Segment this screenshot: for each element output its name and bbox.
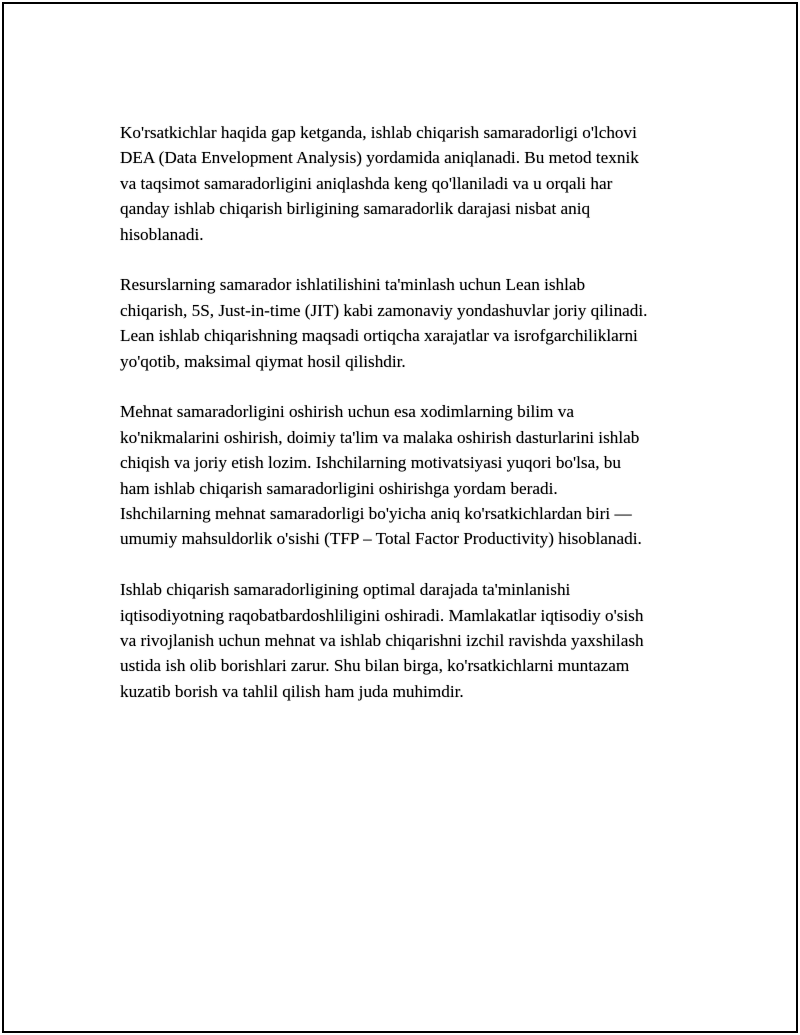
text-line: umumiy mahsuldorlik o'sishi (TFP – Total Factor Productivity) hisoblanadi. [120,529,642,549]
paragraph-2 [120,272,695,374]
text-line: DEA (Data Envelopment Analysis) yordamida aniqlanadi. Bu metod texnik [120,148,639,168]
text-line: Ishlab chiqarish samaradorligining optimal darajada ta'minlanishi [120,580,571,600]
text-line: ham ishlab chiqarish samaradorligini oshirishga yordam beradi. [120,478,558,498]
text-line: iqtisodiyotning raqobatbardoshliligini oshiradi. Mamlakatlar iqtisodiy o'sish [120,605,644,625]
text-line: va taqsimot samaradorligini aniqlashda keng qo'llaniladi va u orqali har [120,173,613,193]
text-line: hisoblanadi. [120,224,204,244]
text-line: qanday ishlab chiqarish birligining samaradorlik darajasi nisbat aniq [120,199,591,219]
text-line: Ko'rsatkichlar haqida gap ketganda, ishlab chiqarish samaradorligi o'lchovi [120,123,637,142]
text-line: chiqish va joriy etish lozim. Ishchilarning motivatsiyasi yuqori bo'lsa, bu [120,453,621,473]
paragraph-1 [120,120,695,247]
text-line: Resurslarning samarador ishlatilishini ta'minlash uchun Lean ishlab [120,275,586,295]
paragraph-3 [120,399,695,551]
document-body [120,120,695,730]
text-line: Lean ishlab chiqarishning maqsadi ortiqcha xarajatlar va isrofgarchiliklarni [120,326,638,346]
text-line: Mehnat samaradorligini oshirish uchun esa xodimlarning bilim va [120,402,574,422]
text-line: va rivojlanish uchun mehnat va ishlab chiqarishni izchil ravishda yaxshilash [120,631,644,651]
text-line: chiqarish, 5S, Just-in-time (JIT) kabi zamonaviy yondashuvlar joriy qilinadi. [120,300,648,320]
paragraph-4 [120,577,695,704]
text-line: kuzatib borish va tahlil qilish ham juda muhimdir. [120,681,464,701]
text-line: ko'nikmalarini oshirish, doimiy ta'lim va malaka oshirish dasturlarini ishlab [120,427,640,447]
text-line: Ishchilarning mehnat samaradorligi bo'yicha aniq ko'rsatkichlardan biri — [120,504,632,524]
text-line: yo'qotib, maksimal qiymat hosil qilishdir. [120,351,406,371]
document-page [2,2,798,1033]
text-line: ustida ish olib borishlari zarur. Shu bilan birga, ko'rsatkichlarni muntazam [120,656,630,676]
